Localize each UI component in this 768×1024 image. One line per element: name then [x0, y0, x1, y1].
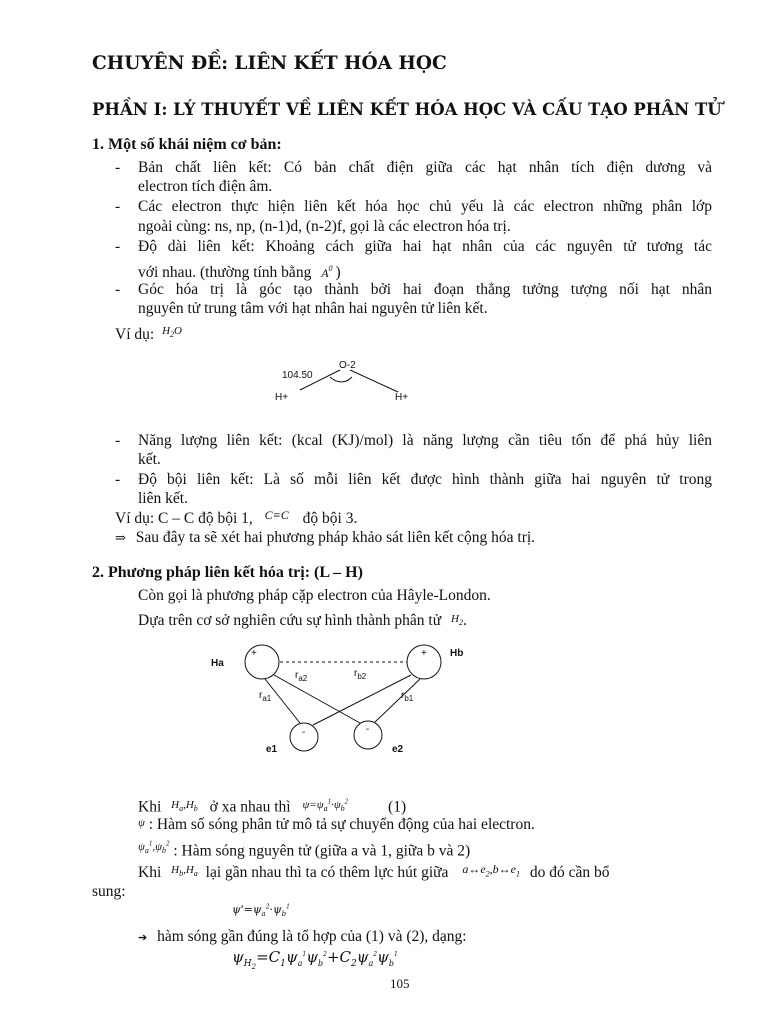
bullet-text: Năng lượng liên kết: (kcal (KJ)/mol) là năng lượng cần tiêu tốn để phá hủy liên [138, 432, 712, 449]
line-rb2 [375, 679, 420, 722]
combo-line: ➔ hàm sóng gần đúng là tổ hợp của (1) và (2), dạng: [138, 928, 467, 945]
hb-ha-symbols: Hb,Ha [171, 864, 198, 879]
psi-atom-symbols: ψa1,ψb2 [138, 839, 170, 855]
section-heading: 1. Một số khái niệm cơ bản: [92, 136, 282, 153]
psi-symbol: ψ [138, 817, 145, 829]
label-e2: e2 [392, 744, 404, 755]
label-hb: Hb [450, 648, 464, 659]
bullet-text: liên kết. [138, 490, 188, 507]
bullet-dash: - [115, 198, 121, 215]
label-ra1: $r_{a1}$ [259, 690, 272, 703]
label-rb1: $r_{b1}$ [401, 690, 414, 703]
paragraph-line: Còn gọi là phương pháp cặp electron của Hâyle-London. [138, 587, 491, 604]
psi-eq-1: ψ=ψa1·ψb2 [302, 797, 349, 813]
conclusion-line: ⇒ Sau đây ta sẽ xét hai phương pháp khảo sát liên kết cộng hóa trị. [115, 529, 536, 546]
bullet-text: Độ bội liên kết: Là số mỗi liên kết được hình thành giữa hai nguyên tử trong [138, 471, 712, 488]
paragraph-line: Dựa trên cơ sở nghiên cứu sự hình thành phân tử $H_2$. [138, 612, 467, 629]
angstrom-unit: A [321, 266, 329, 281]
equation-line-2: Khi $^{H_b,H_a}$ lại gần nhau thì ta có thêm lực hút giữa $^{a\leftrightarrow e_2,b\leftrightarrow e_1}$ do đó cần bổ [138, 862, 610, 881]
attraction-pairs: a↔e2,b↔e1 [462, 862, 520, 879]
bond-angle-label: 104.50 [282, 370, 313, 381]
label-rb2: $r_{b2}$ [354, 668, 367, 681]
plus-b: + [421, 648, 427, 659]
psi-atom-description: $^{\psi_a^1,\psi_b^2}$ : Hàm sóng nguyên tử (giữa a và 1, giữa b và 2) [138, 839, 471, 860]
bullet-text: Bản chất liên kết: Có bản chất điện giữa các hạt nhân tích điện dương và [138, 159, 712, 176]
minus-1: - [302, 727, 306, 738]
bullet-dash: - [115, 159, 121, 176]
triple-bond-formula: C≡C [264, 508, 289, 522]
line-ra2 [274, 675, 360, 723]
arrow-icon: ➔ [138, 932, 148, 944]
oxygen-label: O-2 [339, 360, 356, 371]
psi-description: ψ : Hàm số sóng phân tử mô tả sự chuyển động của hai electron. [138, 816, 535, 833]
bullet-text: Các electron thực hiện liên kết hóa học chủ yếu là các electron những phân lớp [138, 198, 712, 215]
section-heading: 2. Phương pháp liên kết hóa trị: (L – H) [92, 564, 363, 581]
implies-arrow-icon: ⇒ [115, 530, 126, 545]
bullet-dash: - [115, 471, 121, 488]
h2-formula: $H_2$ [450, 613, 463, 628]
example-2: Ví dụ: C – C độ bội 1, $^{C\equiv C}$ độ bội 3. [115, 508, 358, 527]
psi-eq-2: $\psi'=\psi_a^2\cdot\psi_b^1$ [232, 903, 290, 919]
bullet-text: electron tích điện âm. [138, 178, 273, 195]
psi-h2-equation: $\psi_{H_2}=C_1\psi_a^1\psi_b^2+C_2\psi_a^2\psi_b^1$ [232, 948, 398, 971]
ha-hb-symbols: Ha,Hb [171, 798, 198, 813]
label-e1: e1 [266, 744, 278, 755]
hydrogen-right-label: H+ [395, 392, 409, 403]
paragraph-line: sung: [92, 883, 126, 900]
page-number: 105 [390, 976, 410, 991]
document-title: CHUYÊN ĐỀ: LIÊN KẾT HÓA HỌC [92, 53, 447, 74]
bond-right [350, 370, 398, 392]
label-ra2: $r_{a2}$ [295, 670, 308, 683]
bullet-text: nguyên tử trung tâm với hạt nhân hai nguyên tử liên kết. [138, 300, 488, 317]
equation-line-1: Khi $^{H_a,H_b}$ ở xa nhau thì $^{\psi=\psi_a^1\cdot\psi_b^2}$ (1) [138, 797, 407, 816]
bullet-text: kết. [138, 451, 161, 468]
label-ha: Ha [211, 658, 224, 669]
line-rb1 [313, 675, 414, 725]
bullet-dash: - [115, 238, 121, 255]
minus-2: - [366, 724, 370, 735]
bullet-text: Góc hóa trị là góc tạo thành bởi hai đoạn thẳng tưởng tượng nối hạt nhân [138, 281, 712, 298]
bullet-text: Độ dài liên kết: Khoảng cách giữa hai hạt nhân của các nguyên tử tương tác [138, 238, 712, 255]
bullet-dash: - [115, 432, 121, 449]
plus-a: + [251, 648, 257, 659]
part-heading: PHẦN I: LÝ THUYẾT VỀ LIÊN KẾT HÓA HỌC VÀ CẤU TẠO PHÂN TỬ [92, 100, 722, 119]
angle-arc [330, 377, 352, 382]
hydrogen-left-label: H+ [275, 392, 289, 403]
bullet-text: ngoài cùng: ns, np, (n-1)d, (n-2)f, gọi là các electron hóa trị. [138, 218, 511, 235]
water-formula: H2O [162, 325, 182, 340]
bullet-dash: - [115, 281, 121, 298]
example-label: Ví dụ: $^{H_2O}$ [115, 325, 182, 343]
bullet-text: với nhau. (thường tính bằng $A^0$ ) [138, 264, 341, 282]
